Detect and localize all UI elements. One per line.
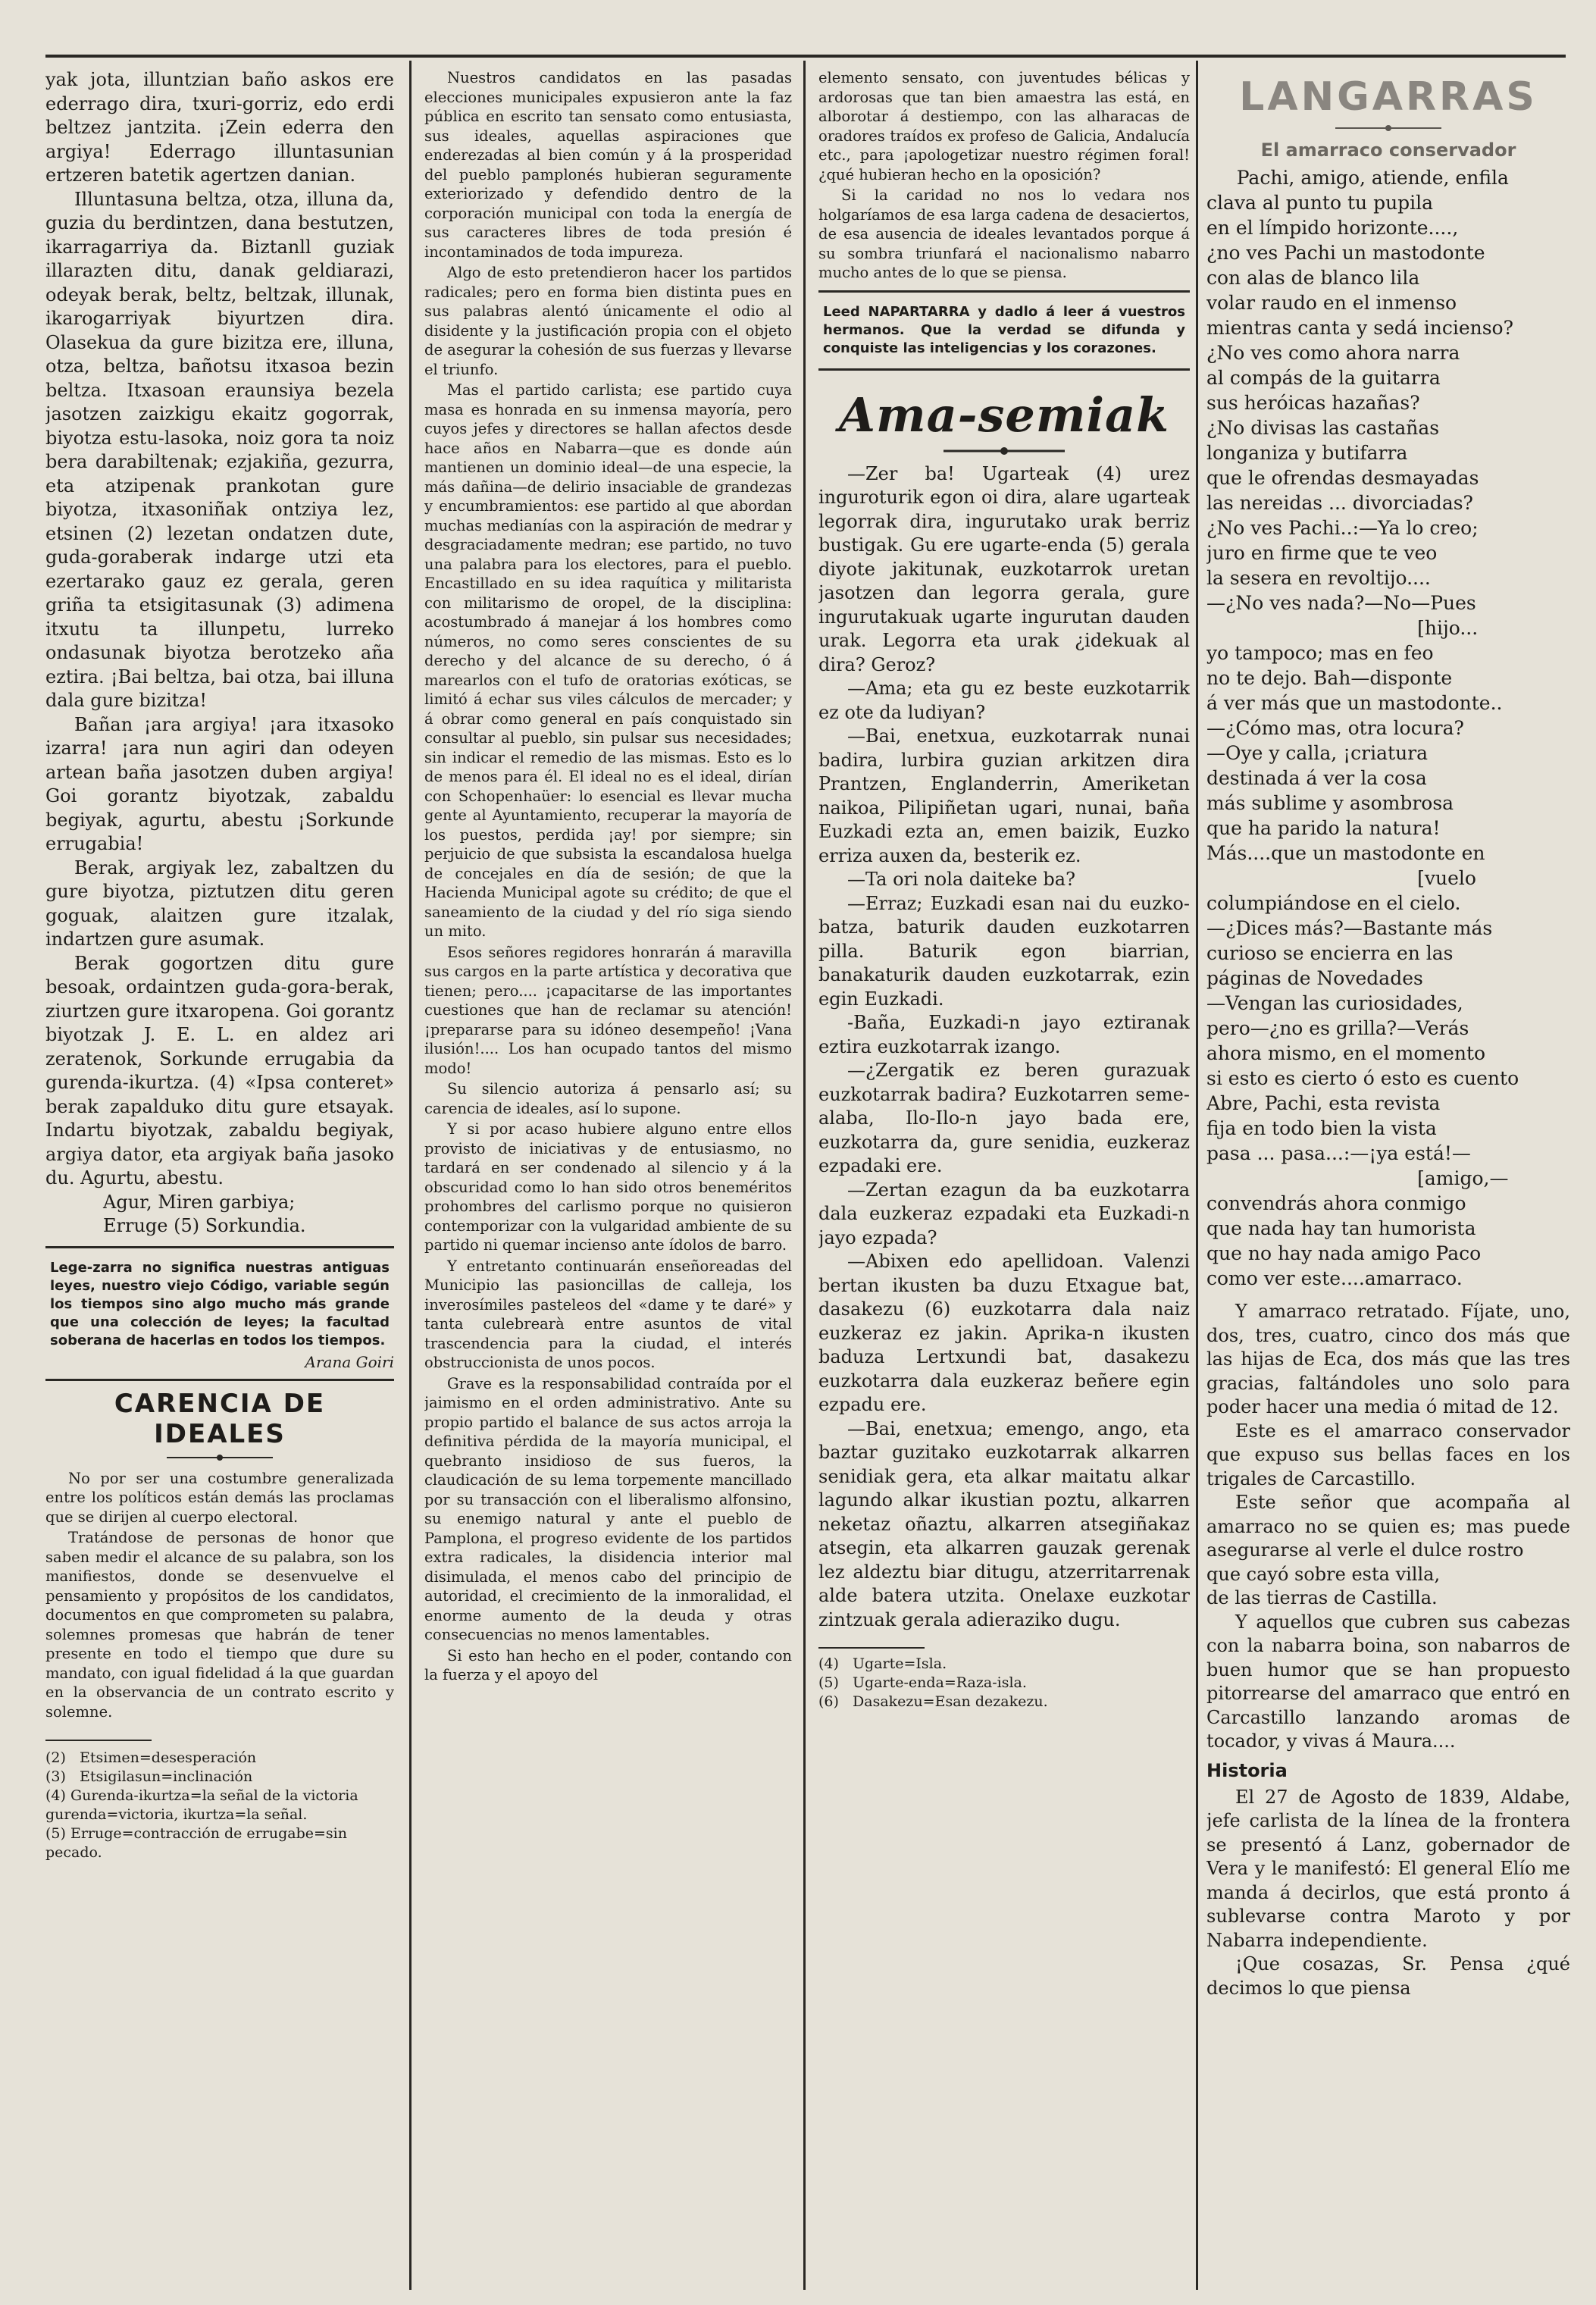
poem-line: ¿No ves como ahora narra [1206, 342, 1460, 364]
poem-line: con alas de blanco lila [1206, 267, 1420, 289]
footnote: (4) Ugarte=Isla. [818, 1655, 947, 1672]
ornament-icon [1335, 124, 1441, 132]
section-rule [818, 290, 1190, 293]
poem-line: —Oye y calla, ¡criatura [1206, 742, 1429, 764]
paragraph: Nuestros candidatos en las pasadas elecciones municipales expusieron ante la faz pública en escrito tan sensato como entusiasta, sus ideales, aquellas aspiraciones que enderezadas al bien común y á la prosperidad del pueblo pamplonés hubieran seguramente exteriorizado y defendido dentro de la corporación municipal con toda la energía de sus caracteres libres de toda presión é incontaminados de toda impureza. [424, 69, 792, 261]
paragraph: que cayó sobre esta villa, de las tierras de Castilla. [1206, 1563, 1441, 1608]
footnote: (5) Ugarte-enda=Raza-isla. [818, 1674, 1027, 1691]
section-rule [45, 1379, 394, 1381]
column-1 [45, 68, 394, 1862]
poem [1206, 165, 1570, 1291]
paragraph: —Ama; eta gu ez beste euzkotarrik ez ote da ludiyan? [818, 678, 1190, 723]
poem-line: —¿Cómo mas, otra locura? [1206, 717, 1464, 739]
poem-line: ahora mismo, en el momento [1206, 1042, 1486, 1064]
poem-line: longaniza y butifarra [1206, 442, 1408, 464]
paragraph: -Baña, Euzkadi-n jayo eztiranak eztira euzkotarrak izango. [818, 1012, 1190, 1057]
footnote: (4) Gurenda-ikurtza=la señal de la victoria gurenda=victoria, ikurtza=la señal. [45, 1787, 358, 1823]
column-rule [803, 61, 806, 2290]
poem-line: Más....que un mastodonte en [1206, 842, 1485, 864]
poem-line: yo tampoco; mas en feo [1206, 642, 1434, 664]
section-heading: Historia [1206, 1759, 1288, 1781]
section-rule [45, 1246, 394, 1248]
paragraph: Y entretanto continuarán enseñoreadas del Municipio las pasioncillas de calleja, los inverosímiles pasteleos del «dame y te daré» y tanta culebrearà entre asuntos de vital trascendencia para la ciudad, el interés obstruccionista de unos pocos. [424, 1257, 792, 1371]
article-title: Ama-semiak [838, 387, 1170, 443]
paragraph: Si la caridad no nos lo vedara nos holgaríamos de esa larga cadena de desaciertos, de esa ausencia de ideales levantados porque á su sombra triunfará el nacionalismo nabarro mucho antes de lo que se piensa. [818, 186, 1190, 281]
section-title: LANGARRAS [1239, 74, 1538, 120]
poem-line: clava al punto tu pupila [1206, 192, 1434, 214]
dialogue [818, 462, 1190, 1633]
poem-line: las nereidas ... divorciadas? [1206, 492, 1473, 514]
poem-line: mientras canta y sedá incienso? [1206, 317, 1514, 339]
paragraph: Este señor que acompaña al amarraco no se quien es; mas puede asegurarse al verle el dulce rostro [1206, 1492, 1570, 1561]
paragraph: elemento sensato, con juventudes bélicas y ardorosas que tan bien amaestra las está, en alborotar á destiempo, con las alharacas de oradores traídos ex profeso de Galicia, Andalucía etc., para ¡apologetizar nuestro régimen foral! ¿qué hubieran hecho en la oposición? [818, 69, 1190, 183]
signature-line: Agur, Miren garbiya; [103, 1191, 296, 1213]
poem-line: [amigo,— [1206, 1167, 1509, 1189]
column-rule [1196, 61, 1198, 2290]
poem-line: la sesera en revoltijo.... [1206, 567, 1431, 589]
poem-line: curioso se encierra en las [1206, 942, 1454, 964]
poem-line: que le ofrendas desmayadas [1206, 467, 1479, 489]
basque-article [45, 68, 394, 1239]
paragraph: yak jota, illuntzian baño askos ere ederrago dira, txuri-gorriz, edo erdi beltzez jantzita. ¡Zein ederra den argiya! Ederrago illuntasunian ertzeren batetik agertzen danian. [45, 69, 394, 186]
top-rule [45, 55, 1566, 58]
footnote: (5) Erruge=contracción de errugabe=sin pecado. [45, 1825, 347, 1861]
column-rule [409, 61, 412, 2290]
poem-line: —Vengan las curiosidades, [1206, 992, 1463, 1014]
poem-line: pasa ... pasa...:—¡ya está!— [1206, 1142, 1471, 1164]
footnote-rule [818, 1647, 925, 1649]
article-body [1206, 1300, 1570, 1754]
poem-line: que no hay nada amigo Paco [1206, 1242, 1482, 1264]
poem-line: Pachi, amigo, atiende, enfila [1206, 167, 1509, 189]
paragraph: ¡Que cosazas, Sr. Pensa ¿qué decimos lo que piensa [1206, 1953, 1570, 1999]
article-subtitle: El amarraco conservador [1260, 139, 1516, 161]
poem-line: ¿No ves Pachi..:—Ya lo creo; [1206, 517, 1479, 539]
poem-line: juro en firme que te veo [1206, 542, 1438, 564]
poem-line: Abre, Pachi, esta revista [1206, 1092, 1441, 1114]
footnotes [818, 1655, 1190, 1712]
poem-line: [vuelo [1206, 867, 1476, 889]
paragraph: Berak, argiyak lez, zabaltzen du gure biyotza, piztutzen ditu geren goguak, alaitzen gure itzalak, indartzen gure asumak. [45, 857, 394, 950]
column-4 [1206, 68, 1570, 2000]
section-rule [818, 368, 1190, 371]
article-body [45, 1469, 394, 1722]
poem-line: ¿no ves Pachi un mastodonte [1206, 242, 1485, 264]
poem-line: columpiándose en el cielo. [1206, 892, 1461, 914]
column-2 [424, 68, 792, 1686]
paragraph: —Zertan ezagun da ba euzkotarra dala euzkeraz ezpadaki eta Euzkadi-n jayo ezpada? [818, 1179, 1190, 1248]
paragraph: Mas el partido carlista; ese partido cuya masa es honrada en su inmensa mayoría, pero cuyos jefes y directores se hallan afectos desde hace años en Nabarra—que es donde aún mantienen un dominio ideal—de una especie, la más dañina—de delirio insaciable de grandezas y encumbramientos: ese partido al que abordan muchas medianías con la aspiración de medrar y desgraciadamente medran; ese partido, no tuvo una palabra para los electores, para el pueblo. Encastillado en su idea raquítica y militarista con militarismo de oropel, de la disciplina: acostumbrado á manejar á los hombres como números, no como seres conscientes de su derecho y del alcance de su derecho, ó á marearlos con el tufo de oratorias exóticas, se limitó á echar sus viles cálculos de mercader; y á obrar como general en país conquistado sin consultar al pueblo, sin pulsar sus necesidades; sin indicar el remedio de las mismas. Esto es lo de menos para él. El ideal no es el ideal, dirían con Schopenhaüer: lo esencial es llevar mucha gente al Ayuntamiento, recuperar la mayoría de los puestos, perdida ¡ay! por siempre; sin perjuicio de que subsista la escandalosa huelga de concejales en día de sesión; de que la Hacienda Municipal agote su crédito; de que el saneamiento de la ciudad y del río siga siendo un mito. [424, 381, 792, 940]
quote-signature: Arana Goiri [305, 1352, 394, 1371]
footnote: (6) Dasakezu=Esan dezakezu. [818, 1693, 1048, 1710]
footnote: (2) Etsimen=desesperación [45, 1749, 257, 1766]
poem-line: á ver más que un mastodonte.. [1206, 692, 1503, 714]
paragraph: Illuntasuna beltza, otza, illuna da, guzia du berdintzen, dana bestutzen, ikarragarriya da. Biztanll guziak illarazten ditu, danak geldiarazi, odeyak berak, beltz, beltzak, illunak, ikarogarriyak biyurtzen dira. Olasekua da gure bizitza ere, illuna, otza, beltza, bañotsu itxasoa bezin beltza. Itxasoan eraunsiya bezela jasotzen zaizkigu ekaitz gogorrak, biyotza estu-lasoka, noiz gora ta noiz bera darabiltenak; ezjakiña, gezurra, eta atzipenak prankotan gure biyotza, itxasoniñak ontziya lez, etsinen (2) lezetan ondatzen dute, guda-goraberak indarge utzi eta ezertarako gauz ez gerala, geren griña ta etsigitasunak (3) adimena itxutu ta illunpetu, lurreko ondasunak biyotza berotzeko aña eztira. ¡Bai beltza, bai otza, bai illuna dala gure bizitza! [45, 188, 394, 711]
poem-line: ¿No divisas las castañas [1206, 417, 1440, 439]
poem-line: volar raudo en el inmenso [1206, 292, 1457, 314]
quote-box: Lege-zarra no significa nuestras antiguas leyes, nuestro viejo Código, variable según los tiempos sino algo mucho más grande que una colección de leyes; la facultad soberana de hacerlas en todos los tiempos. [50, 1259, 390, 1348]
ornament-icon [167, 1454, 273, 1461]
poem-line: —¿Dices más?—Bastante más [1206, 917, 1493, 939]
article-continuation [818, 68, 1190, 283]
poem-line: fija en todo bien la vista [1206, 1117, 1437, 1139]
paragraph: —Erraz; Euzkadi esan nai du euzko-batza, baturik dauden euzkotarren pilla. Baturik egon biarrian, banakaturik dauden euzkotarrak, ezin egin Euzkadi. [818, 892, 1190, 1010]
column-3 [818, 68, 1190, 1712]
paragraph: Tratándose de personas de honor que saben medir el alcance de su palabra, son los manifiestos, donde se desenvuelve el pensamiento y propósitos de los candidatos, documentos en que comprometen su palabra, solemnes promesas que habrán de tener presente en todo el tiempo que dure su mandato, con igual fidelidad á la que guardan en la observancia de un contrato escrito y solemne. [45, 1529, 394, 1721]
poem-line: más sublime y asombrosa [1206, 792, 1454, 814]
footnote-rule [45, 1740, 152, 1741]
paragraph: —Bai, enetxua, euzkotarrak nunai badira, lurbira guzian arkitzen dira Prantzen, Englanderrin, Ameriketan naikoa, Pilipiñetan ugari, nunai, baña Euzkadi ezta an, emen baizik, Euzko erriza auxen da, besterik ez. [818, 725, 1190, 866]
footnotes [45, 1749, 394, 1862]
poem-line: convendrás ahora conmigo [1206, 1192, 1466, 1214]
paragraph: Su silencio autoriza á pensarlo así; su carencia de ideales, así lo supone. [424, 1080, 792, 1117]
paragraph: Si esto han hecho en el poder, contando con la fuerza y el apoyo del [424, 1646, 792, 1683]
poem-line: pero—¿no es grilla?—Verás [1206, 1017, 1469, 1039]
paragraph: Bañan ¡ara argiya! ¡ara itxasoko izarra! ¡ara nun agiri dan odeyen artean baña jasotzen duben argiya! Goi gorantz biyotzak, zabaldu begiyak, agurtu, abestu ¡Sorkunde errugabia! [45, 713, 394, 854]
poem-line: como ver este....amarraco. [1206, 1267, 1463, 1289]
poem-line: —¿No ves nada?—No—Pues [1206, 592, 1476, 614]
paragraph: —Zer ba! Ugarteak (4) urez inguroturik egon oi dira, alare ugarteak legorrak dira, ingurutako urak berriz bustigak. Gu ere ugarte-enda (5) gerala diyote jakitunak, euzkotarrok uretan jasotzen dan legorra gerala, gure ingurutakuak ugarte ingurutan dauden urak. Legorra eta urak ¿idekuak al dira? Geroz? [818, 462, 1190, 675]
signature-line: Erruge (5) Sorkundia. [103, 1215, 306, 1236]
poem-line: al compás de la guitarra [1206, 367, 1441, 389]
paragraph: Berak gogortzen ditu gure besoak, ordaintzen guda-gora-berak, ziurtzen gure itxaropena. Goi gorantz biyotzak J. E. L. en aldez ari zeratenok, Sorkunde errugabia da gurenda-ikurtza. (4) «Ipsa conteret» berak zapalduko ditu gure etsayak. Indartu biyotzak, zabaldu begiyak, argiya dator, eta argiyak baña jasoko du. Agurtu, abestu. [45, 952, 394, 1189]
article-heading: CARENCIA DE IDEALES [114, 1388, 326, 1449]
poem-line: que ha parido la natura! [1206, 817, 1441, 839]
poem-line: que nada hay tan humorista [1206, 1217, 1476, 1239]
poem-line: destinada á ver la cosa [1206, 767, 1427, 789]
paragraph: —Bai, enetxua; emengo, ango, eta baztar guzitako euzkotarrak alkarren senidiak gera, eta alkar maitatu alkar lagundo alkar ikustian poztu, alkarren neketaz oñaztu, alkarren atsegiñakaz atsegin, eta alkarren gauzak gerenak lez aldeztu biar ditugu, atzerritarrenak alde batera utzita. Onelaxe euzkotar zintzuak gerala adieraziko dugu. [818, 1417, 1190, 1630]
paragraph: Y aquellos que cubren sus cabezas con la nabarra boina, son nabarros de buen humor que se han propuesto pitorrearse del amarraco que entró en Carcastillo lanzando aromas de tocador, y vivas á Maura.... [1206, 1611, 1570, 1752]
paragraph: —¿Zergatik ez beren gurazuak euzkotarrak badira? Euzkotarren seme-alaba, Ilo-Ilo-n jayo bada ere, euzkotarra da, gure senidia, euzkeraz ezpadaki ere. [818, 1060, 1190, 1176]
paragraph: —Abixen edo apellidoan. Valenzi bertan ikusten ba duzu Etxague bat, dasakezu (6) euzkotarra dala naiz euzkeraz ez jakin. Aprika-n ikusten baduza Lertxundi bat, dasakezu euzkotarra dala euzkeraz beñere egin ezpadu ere. [818, 1251, 1190, 1415]
article-body [1206, 1786, 1570, 2001]
poem-line: si esto es cierto ó esto es cuento [1206, 1067, 1519, 1089]
paragraph: Algo de esto pretendieron hacer los partidos radicales; pero en forma bien distinta pues en sus palabras alentó únicamente el odio al disidente y la justificación propia con el objeto de asegurar la cohesión de sus fuerzas y llevarse el triunfo. [424, 264, 792, 378]
article-body [424, 68, 792, 1685]
poem-line: páginas de Novedades [1206, 967, 1423, 989]
paragraph: Esos señores regidores honrarán á maravilla sus cargos en la parte artística y decorativa que tienen; pero.... ¡capacitarse de las importantes cuestiones que han de reclamar su atención! ¡prepararse para su idóneo desempeño! ¡Vana ilusión!.... Los han ocupado tantos del mismo modo! [424, 943, 792, 1077]
footnote: (3) Etsigilasun=inclinación [45, 1768, 253, 1785]
poem-line: no te dejo. Bah—disponte [1206, 667, 1453, 689]
promo-box: Leed NAPARTARRA y dadlo á leer á vuestros hermanos. Que la verdad se difunda y conquiste las inteligencias y los corazones. [823, 303, 1185, 356]
poem-line: en el límpido horizonte...., [1206, 217, 1459, 239]
paragraph: El 27 de Agosto de 1839, Aldabe, jefe carlista de la línea de la frontera se presentó á Lanz, gobernador de Vera y le manifestó: El general Elío me manda á decirlos, que está pronto á sublevarse contra Maroto y por Nabarra independiente. [1206, 1786, 1570, 1951]
paragraph: —Ta ori nola daiteke ba? [847, 869, 1075, 890]
poem-line: sus heróicas hazañas? [1206, 392, 1420, 414]
ornament-icon [944, 447, 1065, 455]
paragraph: Y si por acaso hubiere alguno entre ellos provisto de iniciativas y de entusiasmo, no tardará en ser condenado al silencio y á la obscuridad como lo han sido otros beneméritos prohombres del carlismo porque no quisieron contemporizar con la vulgaridad ambiente de su partido ni quemar incienso ante ídolos de barro. [424, 1120, 792, 1254]
paragraph: No por ser una costumbre generalizada entre los políticos están demás las proclamas que se dirijen al cuerpo electoral. [45, 1469, 394, 1526]
paragraph: Este es el amarraco conservador que expuso sus bellas faces en los trigales de Carcastillo. [1206, 1420, 1570, 1489]
paragraph: Y amarraco retratado. Fíjate, uno, dos, tres, cuatro, cinco dos más que las hijas de Eca, dos más que las tres gracias, faltándoles uno solo para poder hacer una media ó mitad de 12. [1206, 1301, 1570, 1417]
poem-line: [hijo... [1206, 617, 1479, 639]
paragraph: Grave es la responsabilidad contraída por el jaimismo en el orden administrativo. Ante su propio partido el balance de sus actos arroja la definitiva pérdida de la mayoría municipal, el quebranto insidioso de sus fueros, la claudicación de su lema torpemente mancillado por su transacción con el liberalismo alfonsino, su enemigo natural y ante el pueblo de Pamplona, el progreso evidente de los partidos extra radicales, la disidencia interior mal disimulada, el menos cabo del principio de autoridad, el crecimiento de la inmoralidad, el enorme aumento de la deuda y otras consecuencias no menos lamentables. [424, 1374, 792, 1643]
